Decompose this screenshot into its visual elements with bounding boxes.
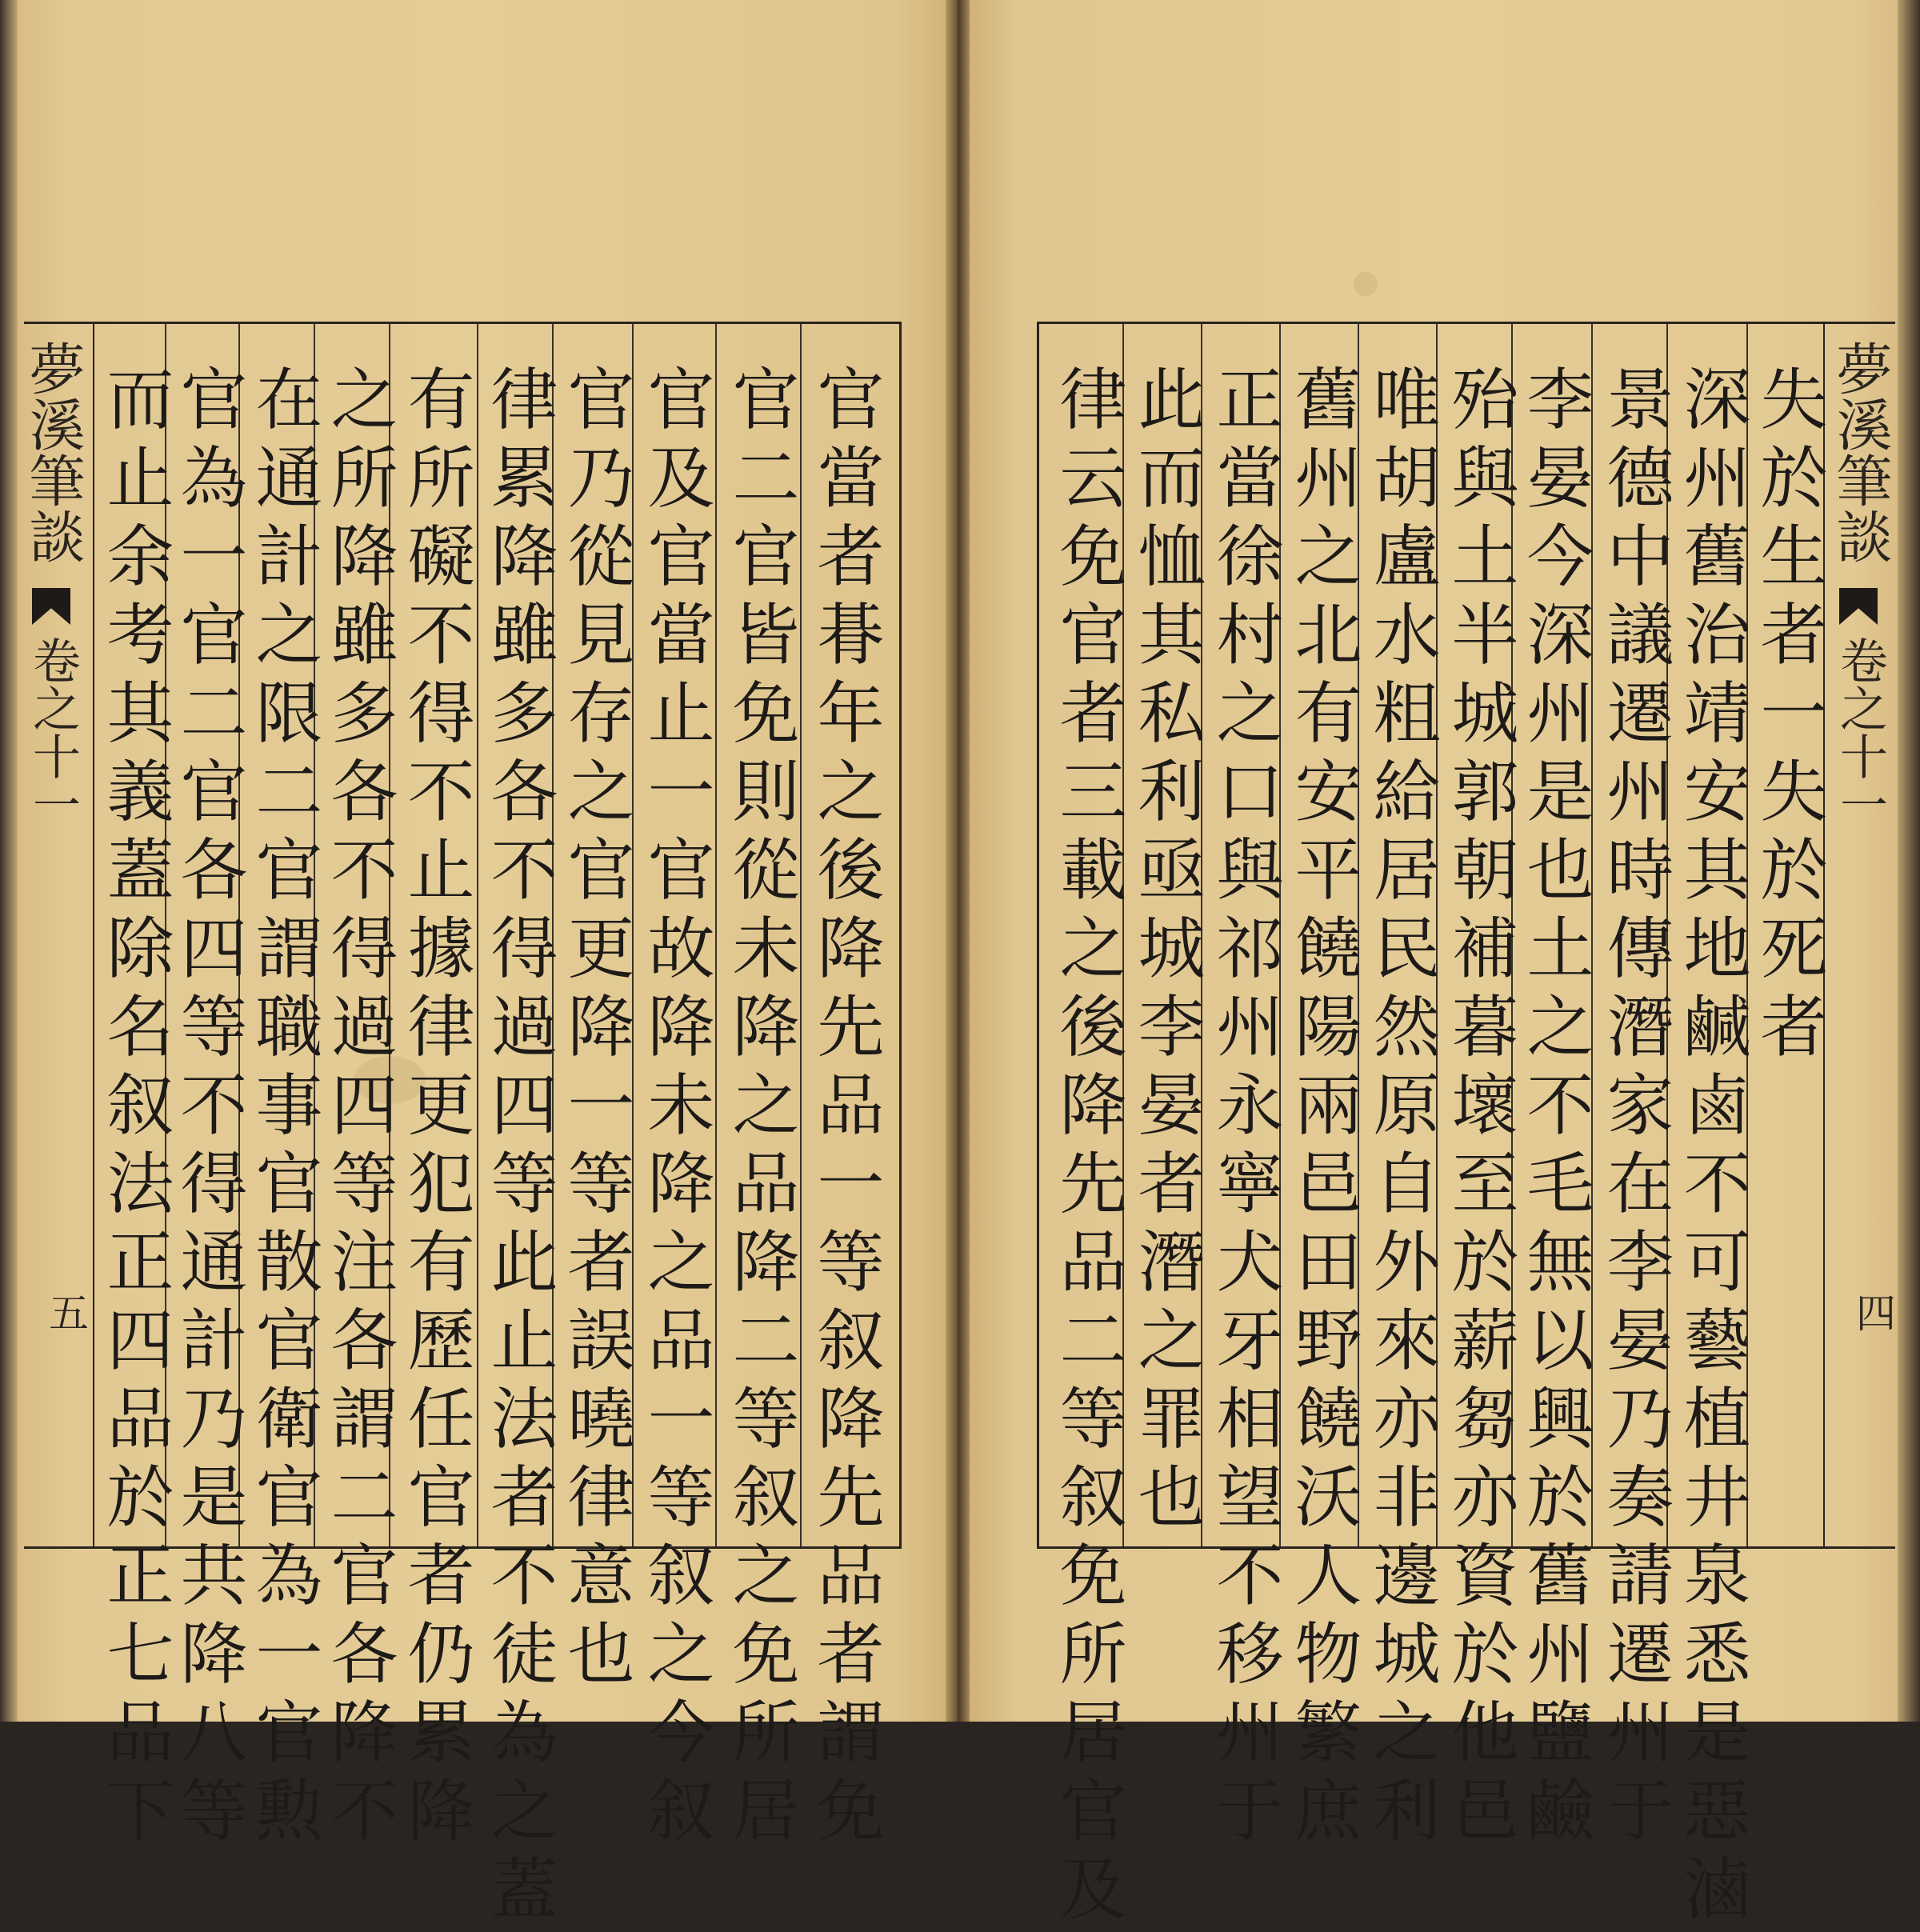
text-column: 殆與土半城郭朝補暮壞至於薪芻亦資於他邑 xyxy=(1441,364,1519,1854)
text-column: 官乃從見存之官更降一等者誤曉律意也 xyxy=(557,364,635,1697)
fish-tail-mark xyxy=(32,588,70,625)
text-column: 舊州之北有安平饒陽兩邑田野饒沃人物繁庶 xyxy=(1284,364,1362,1854)
text-column: 律云免官者三載之後降先品二等叙免所居官及 xyxy=(1049,364,1127,1932)
text-column: 李晏今深州是也土之不毛無以興於舊州鹽鹼 xyxy=(1516,364,1594,1854)
right-folio-number: 四 xyxy=(1850,1292,1896,1332)
book-spine xyxy=(946,0,970,1722)
right-page-frame xyxy=(1037,322,1896,1932)
left-margin-volume: 卷之十一 xyxy=(25,636,81,828)
text-column: 官及官當止一官故降未降之品一等叙之今叙 xyxy=(637,364,715,1854)
text-column: 官二官皆免則從未降之品降二等叙之免所居 xyxy=(722,364,800,1854)
text-column: 律累降雖多各不得過四等此止法者不徒為之蓋 xyxy=(480,364,558,1932)
left-page-frame xyxy=(20,322,902,1932)
text-column: 正當徐村之口與祁州永寧犬牙相望不移州于 xyxy=(1206,364,1284,1854)
book-edge-right xyxy=(1898,0,1920,1722)
column-divider xyxy=(477,324,478,1546)
margin-border-line xyxy=(93,324,94,1546)
text-column: 景德中議遷州時傳潛家在李晏乃奏請遷州于 xyxy=(1596,364,1674,1854)
book-edge-left xyxy=(0,0,18,1722)
text-column: 唯胡盧水粗給居民然原自外來亦非邊城之利 xyxy=(1362,364,1441,1854)
text-column: 之所降雖多各不得過四等注各謂二官各降不 xyxy=(320,364,398,1854)
right-margin-title: 夢溪筆談 xyxy=(1827,340,1893,564)
text-column: 有所礙不得不止據律更犯有歷任官者仍累降 xyxy=(397,364,475,1854)
right-margin-volume: 卷之十一 xyxy=(1832,636,1888,828)
text-column: 在通計之限二官謂職事官散官衛官為一官勲 xyxy=(245,364,323,1854)
column-divider xyxy=(800,324,802,1546)
text-column: 深州舊治靖安其地鹹鹵不可藝植井泉悉是惡滷 xyxy=(1673,364,1751,1932)
left-folio-number: 五 xyxy=(42,1292,89,1332)
paper-stain xyxy=(1354,272,1378,296)
text-column: 此而恤其私利亟城李晏者潛之罪也 xyxy=(1127,364,1206,1540)
fish-tail-mark xyxy=(1839,588,1878,625)
text-column: 而止余考其義蓋除名叙法正四品於正七品下 xyxy=(96,364,174,1854)
left-margin-title: 夢溪筆談 xyxy=(20,340,86,564)
column-divider xyxy=(715,324,717,1546)
text-column: 官當者朞年之後降先品一等叙降先品者謂免 xyxy=(806,364,885,1854)
text-column: 失於生者一失於死者 xyxy=(1750,364,1828,1070)
text-column: 官為一官二官各四等不得通計乃是共降八等 xyxy=(170,364,248,1854)
